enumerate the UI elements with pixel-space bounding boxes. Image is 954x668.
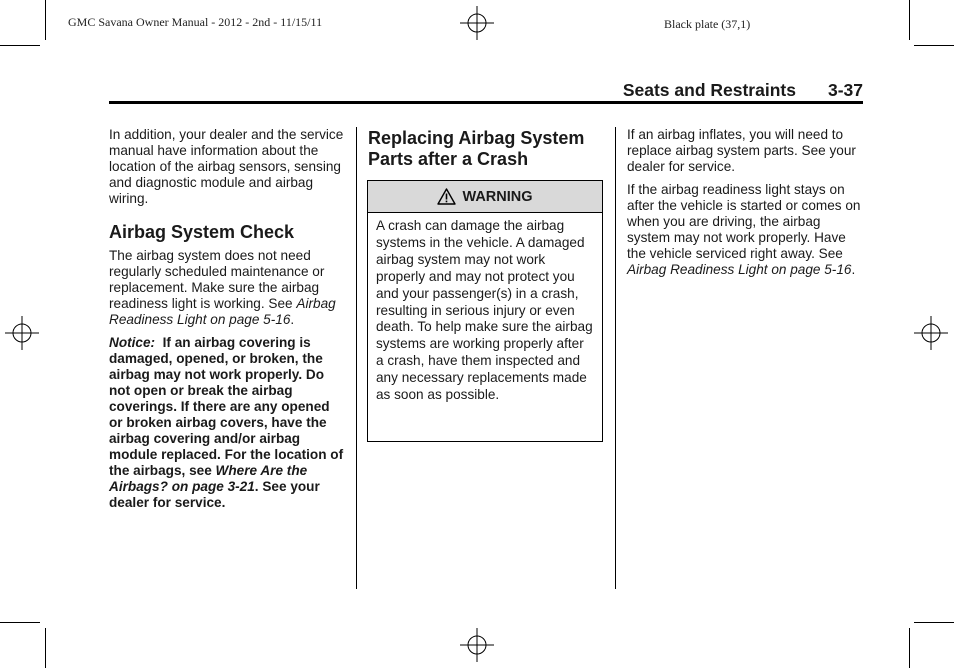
registration-target-icon: [460, 628, 494, 662]
intro-paragraph: In addition, your dealer and the service manual have information about the location of the airbag sensors, sensing and diagnostic module and airbag wiring.: [109, 127, 344, 206]
notice-text: If an airbag covering is damaged, opened, or broken, the airbag may not work properly. Do not open or break the airbag coverings. If there are any opened or broken airbag covers, have the airbag covering and/or airbag module replaced. For the location of the airbags, see: [109, 335, 344, 478]
warning-header: [368, 181, 602, 213]
crop-mark: [914, 45, 954, 46]
column-right: [627, 127, 865, 285]
cross-reference-link[interactable]: Airbag Readiness Light on page 5-16: [109, 296, 336, 327]
section-header: [109, 80, 863, 101]
readiness-paragraph: [627, 182, 865, 278]
crop-mark: [45, 628, 46, 668]
crop-mark: [45, 0, 46, 40]
notice-text-end: . See your dealer for service.: [109, 479, 320, 510]
warning-triangle-icon: [437, 188, 456, 205]
crop-mark: [909, 628, 910, 668]
readiness-text-end: .: [851, 262, 856, 277]
registration-target-icon: [460, 6, 494, 40]
crop-mark: [914, 622, 954, 623]
warning-text: A crash can damage the airbag systems in the vehicle. A damaged airbag system may not work properly and may not protect you and your passenger(s) in a crash, resulting in serious injury or even death. To help make sure the airbag systems are working properly after a crash, have them inspected and any necessary replacements made as soon as possible.: [376, 218, 593, 403]
notice-paragraph: [109, 335, 345, 511]
column-left: [109, 127, 345, 518]
heading-airbag-system-check: Airbag System Check: [109, 222, 295, 242]
inflate-paragraph: If an airbag inflates, you will need to replace airbag system parts. See your dealer for service.: [627, 127, 856, 174]
column-middle: [368, 128, 608, 170]
header-rule: [109, 101, 863, 104]
column-divider: [356, 127, 357, 589]
column-divider: [615, 127, 616, 589]
section-title: Seats and Restraints: [622, 80, 796, 100]
page-number: 3-37: [827, 80, 863, 100]
notice-label: Notice:: [109, 335, 156, 350]
registration-target-icon: [5, 316, 39, 350]
readiness-text: If the airbag readiness light stays on after the vehicle is started or comes on when you are driving, the airbag system may not work properly. Have the vehicle serviced right away. See: [627, 182, 861, 261]
crop-mark: [0, 622, 40, 623]
cross-reference-link[interactable]: Airbag Readiness Light on page 5-16: [627, 262, 852, 277]
crop-mark: [909, 0, 910, 40]
check-text-end: .: [290, 312, 295, 327]
print-header-left: GMC Savana Owner Manual - 2012 - 2nd - 11/15/11: [68, 15, 323, 29]
check-paragraph: [109, 248, 345, 328]
heading-replacing-airbag: Replacing Airbag System Parts after a Crash: [368, 128, 585, 169]
print-header-right: Black plate (37,1): [664, 17, 751, 31]
warning-label: WARNING: [462, 188, 533, 205]
crop-mark: [0, 45, 40, 46]
warning-box: [367, 180, 603, 442]
registration-target-icon: [914, 316, 948, 350]
cross-reference-link[interactable]: Where Are the Airbags? on page 3-21: [109, 463, 308, 494]
check-text: The airbag system does not need regularly scheduled maintenance or replacement. Make sure the airbag readiness light is working. See: [109, 248, 325, 311]
